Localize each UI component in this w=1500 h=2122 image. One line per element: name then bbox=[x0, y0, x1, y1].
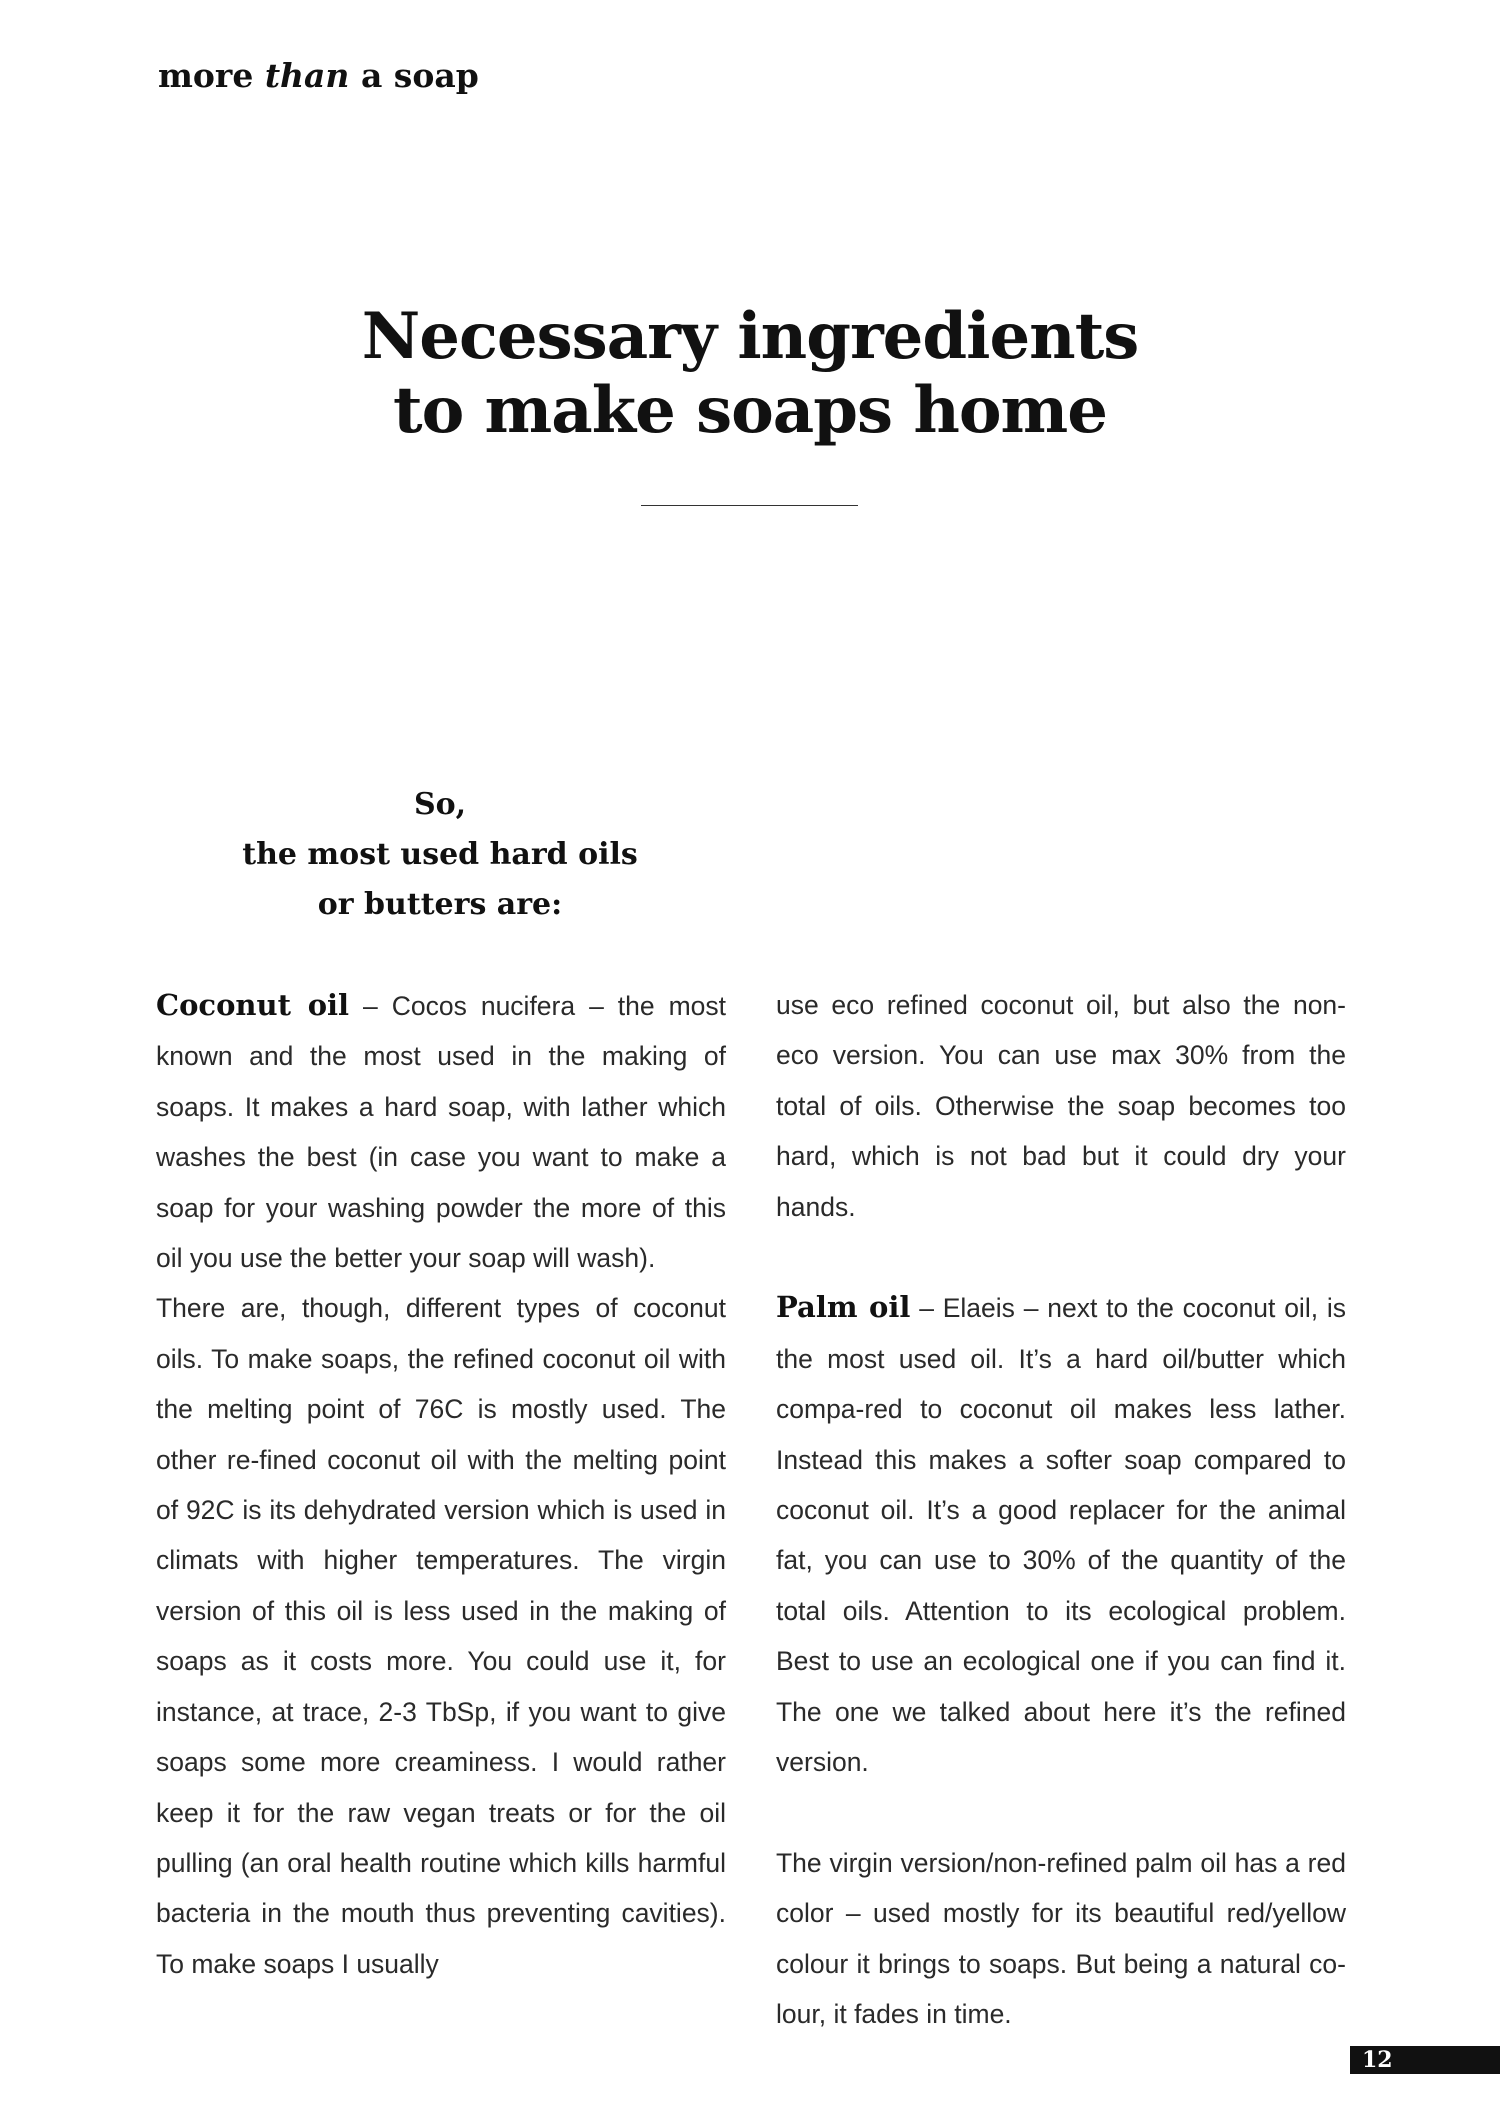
header-brand-italic: than bbox=[264, 56, 350, 95]
intro-line-2: the most used hard oils bbox=[242, 837, 638, 872]
palm-oil-name: Palm oil bbox=[776, 1290, 911, 1325]
text-column-right bbox=[776, 980, 1346, 2040]
coconut-types-paragraph: There are, though, different types of coconut oils. To make soaps, the refined coconut oil with the melting point of 76C is mostly used. The other re-fined coconut oil with the melting point of 92C is its dehydrated version which is used in climats with higher temperatures. The virgin version of this oil is less used in the making of soaps as it costs more. You could use it, for instance, at trace, 2-3 TbSp, if you want to give soaps some more creaminess. I would rather keep it for the raw vegan treats or for the oil pulling (an oral health routine which kills harmful bacteria in the mouth thus preventing cavities). To make soaps I usually bbox=[156, 1293, 726, 1979]
coconut-oil-name: Coconut oil bbox=[156, 988, 350, 1022]
title-divider bbox=[641, 505, 858, 506]
header-brand-after: a soap bbox=[360, 56, 479, 95]
running-header bbox=[158, 56, 479, 95]
coconut-oil-text: – Cocos nucifera – the most known and the most used in the making of soaps. It makes a hard soap, with lather which washes the best (in case you want to make a soap for your washing powder the more of this oil you use the better your soap will wash). bbox=[156, 991, 726, 1274]
page-title-line-2: to make soaps home bbox=[393, 373, 1107, 448]
coconut-oil-paragraph bbox=[156, 980, 726, 1283]
intro-heading bbox=[180, 780, 700, 930]
virgin-palm-paragraph: The virgin version/non-refined palm oil has a red color – used mostly for its beautiful red/yellow colour it brings to soaps. But being a natural co-lour, it fades in time. bbox=[776, 1847, 1346, 2030]
page-title bbox=[0, 300, 1500, 448]
coconut-continued-paragraph: use eco refined coconut oil, but also the non-eco version. You can use max 30% from the total of oils. Otherwise the soap becomes too hard, which is not bad but it could dry your hands. bbox=[776, 990, 1346, 1222]
page-title-line-1: Necessary ingredients bbox=[361, 299, 1139, 374]
text-column-left bbox=[156, 980, 726, 1989]
header-brand-before: more bbox=[158, 56, 254, 95]
page-number: 12 bbox=[1362, 2047, 1393, 2073]
palm-oil-paragraph bbox=[776, 1282, 1346, 1787]
palm-oil-text: – Elaeis – next to the coconut oil, is the most used oil. It’s a hard oil/butter which compa-red to coconut oil makes less lather. Instead this makes a softer soap compared to coconut oil. It’s a good replacer for the animal fat, you can use to 30% of the quantity of the total oils. Attention to its ecological problem. Best to use an ecological one if you can find it. The one we talked about here it’s the refined version. bbox=[776, 1293, 1346, 1778]
intro-line-1: So, bbox=[413, 787, 467, 822]
intro-line-3: or butters are: bbox=[317, 887, 563, 922]
page-number-tab bbox=[1350, 2046, 1500, 2074]
